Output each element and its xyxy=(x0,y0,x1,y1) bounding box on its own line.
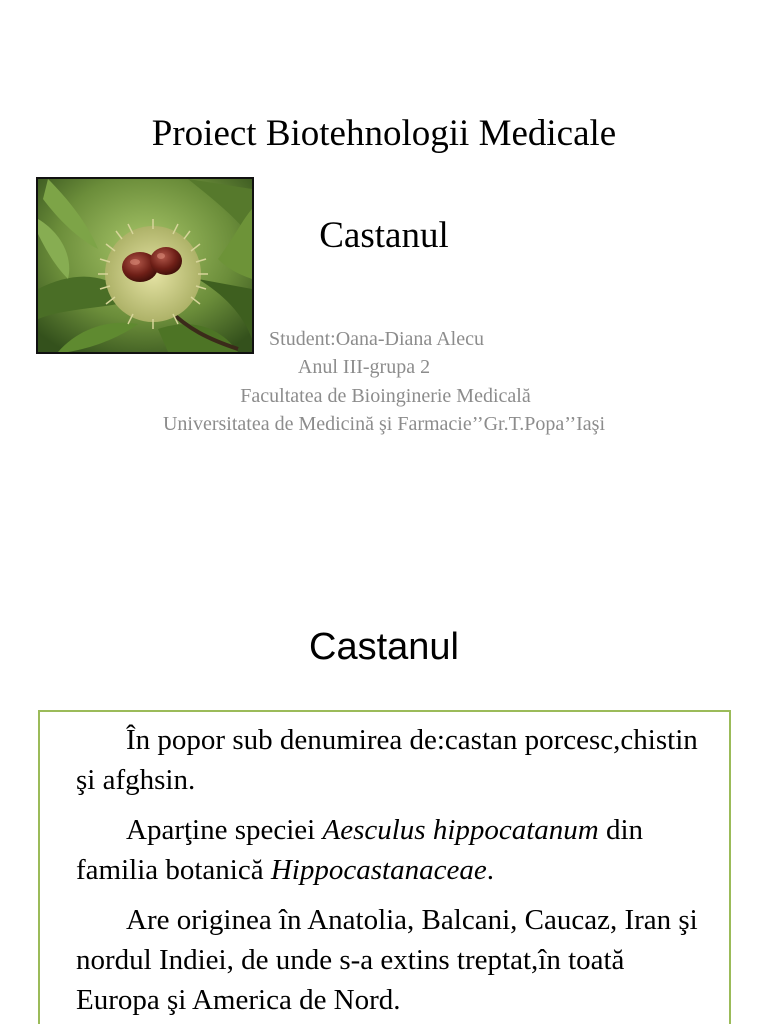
paragraph-text: Are originea în Anatolia, Balcani, Caucaz, Iran şi nordul Indiei, de unde s-a extins treptat,în toată Europa şi America de Nord. xyxy=(76,904,698,1016)
paragraph-middle: din familia botanică xyxy=(76,814,644,886)
content-slide xyxy=(0,512,768,1024)
year-group: Anul III-grupa 2 xyxy=(297,356,431,378)
slide-title: Proiect Biotehnologii Medicale xyxy=(151,113,617,154)
university-name: Universitatea de Medicină şi Farmacie’’Gr.T.Popa’’Iaşi xyxy=(162,413,606,435)
faculty-name: Facultatea de Bioinginerie Medicală xyxy=(240,385,531,407)
paragraph xyxy=(76,720,701,800)
species-name: Aesculus hippocatanum xyxy=(322,814,599,846)
paragraph-suffix: . xyxy=(486,854,494,886)
family-name: Hippocastanaceae xyxy=(270,854,487,886)
student-name: Student:Oana-Diana Alecu xyxy=(269,328,484,350)
paragraph-text: În popor sub denumirea de:castan porcesc,chistin şi afghsin. xyxy=(76,724,698,796)
content-box xyxy=(38,710,731,1024)
paragraph xyxy=(76,810,701,890)
slide-subtitle: Castanul xyxy=(319,215,449,256)
slide-title: Castanul xyxy=(309,626,459,668)
paragraph xyxy=(76,900,701,1020)
paragraph-prefix: Aparţine speciei xyxy=(126,814,323,846)
